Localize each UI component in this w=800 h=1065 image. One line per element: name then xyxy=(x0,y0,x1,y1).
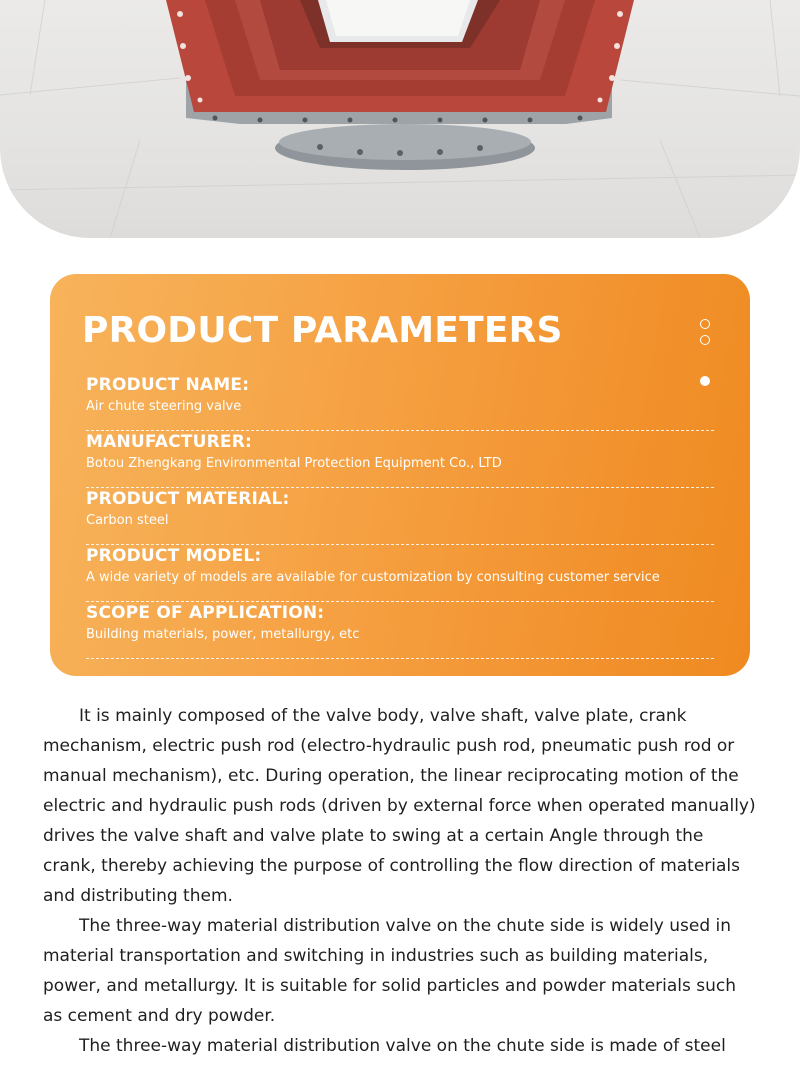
product-description xyxy=(43,701,759,1061)
ring-dot-icon xyxy=(700,319,710,329)
description-paragraph: It is mainly composed of the valve body, valve shaft, valve plate, crank mechanism, electric push rod (electro-hydraulic push rod, pneumatic push rod or manual mechanism), etc. During operation, the linear reciprocating motion of the electric and hydraulic push rods (driven by external force when operated manually) drives the valve shaft and valve plate to swing at a certain Angle through the crank, thereby achieving the purpose of controlling the flow direction of materials and distributing them. xyxy=(43,706,756,906)
param-label: SCOPE OF APPLICATION: xyxy=(86,603,325,623)
description-paragraph: The three-way material distribution valve on the chute side is made of steel xyxy=(79,1036,726,1056)
param-manufacturer xyxy=(86,431,714,488)
ring-dot-icon xyxy=(700,335,710,345)
card-title: PRODUCT PARAMETERS xyxy=(82,310,563,351)
param-product-model xyxy=(86,545,714,602)
description-paragraph: The three-way material distribution valve on the chute side is widely used in material transportation and switching in industries such as building materials, power, and metallurgy. It is suitable for solid particles and powder materials such as cement and dry powder. xyxy=(43,916,737,1026)
param-value: Carbon steel xyxy=(86,513,169,528)
valve-illustration xyxy=(0,0,800,238)
param-product-name xyxy=(86,374,714,431)
product-parameters-card xyxy=(50,274,750,676)
product-photo xyxy=(0,0,800,238)
param-value: Botou Zhengkang Environmental Protection Equipment Co., LTD xyxy=(86,456,502,471)
param-label: PRODUCT NAME: xyxy=(86,375,250,395)
param-scope-of-application xyxy=(86,602,714,659)
param-value: A wide variety of models are available for customization by consulting customer service xyxy=(86,570,660,585)
param-label: PRODUCT MODEL: xyxy=(86,546,262,566)
param-value: Air chute steering valve xyxy=(86,399,242,414)
param-label: PRODUCT MATERIAL: xyxy=(86,489,290,509)
param-label: MANUFACTURER: xyxy=(86,432,252,452)
param-value: Building materials, power, metallurgy, etc xyxy=(86,627,360,642)
param-product-material xyxy=(86,488,714,545)
